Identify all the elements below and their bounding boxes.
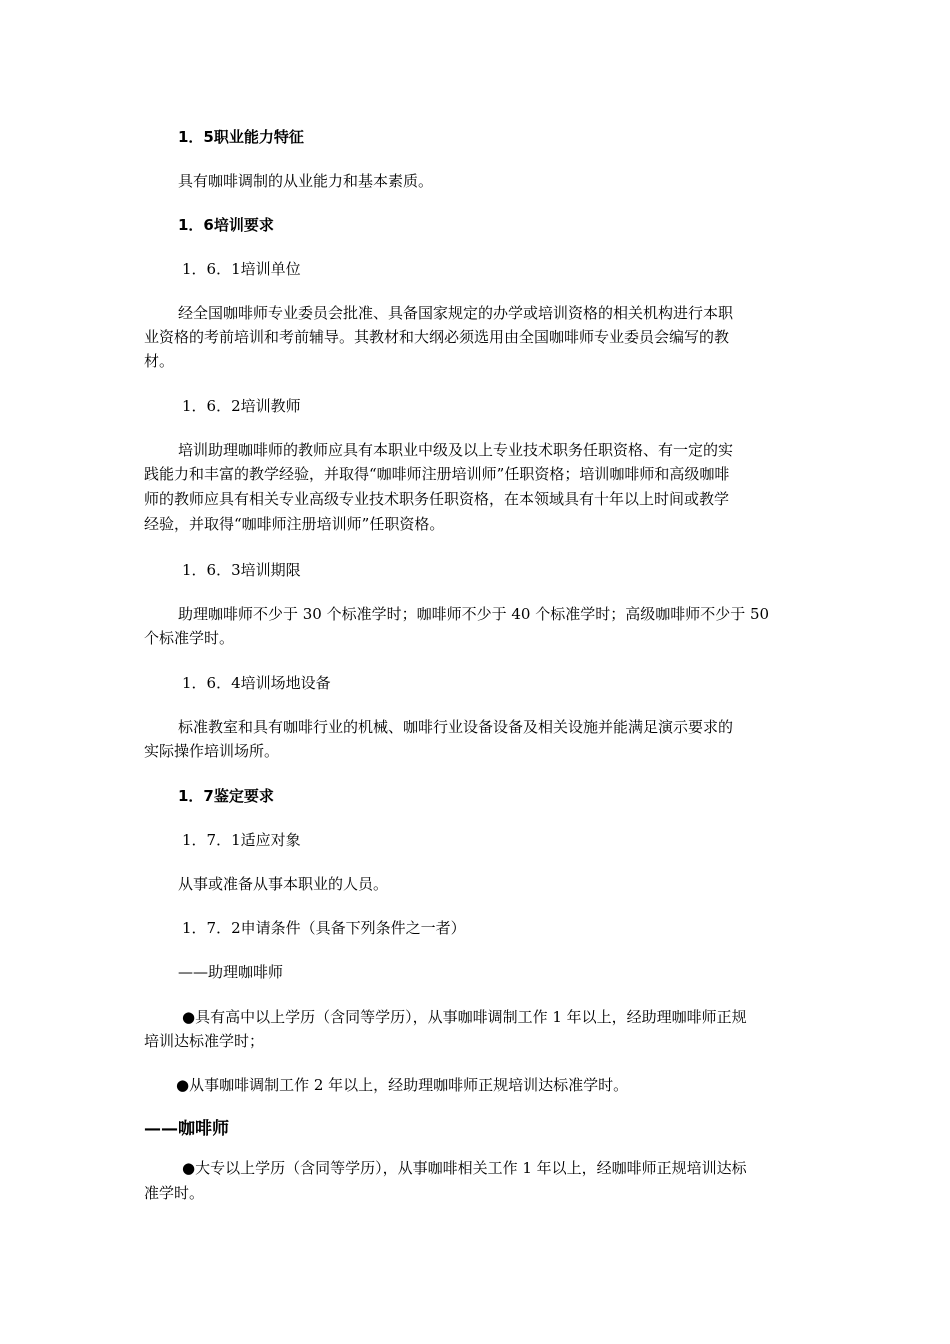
assistant-item-1-line-2: 培训达标准学时； [144,1032,265,1050]
barista-heading: ——咖啡师 [144,1119,229,1139]
paragraph-1-6-3-line-1: 助理咖啡师不少于 30 个标准学时；咖啡师不少于 40 个标准学时；高级咖啡师不少于 50 [178,605,770,623]
paragraph-1-6-1-line-2: 业资格的考前培训和考前辅导。其教材和大纲必须选用由全国咖啡师专业委员会编写的教 [144,328,730,346]
paragraph-1-6-2-line-2: 践能力和丰富的教学经验，并取得“咖啡师注册培训师”任职资格；培训咖啡师和高级咖啡 [144,465,730,483]
paragraph-1-5: 具有咖啡调制的从业能力和基本素质。 [178,172,434,190]
subsection-heading-1-7-1: 1．7．1适应对象 [182,831,301,849]
assistant-item-1-line-1: ●具有高中以上学历（含同等学历），从事咖啡调制工作 1 年以上，经助理咖啡师正规 [182,1008,747,1026]
paragraph-1-6-4-line-1: 标准教室和具有咖啡行业的机械、咖啡行业设备设备及相关设施并能满足演示要求的 [178,718,734,736]
barista-item-1-line-1: ●大专以上学历（含同等学历），从事咖啡相关工作 1 年以上，经咖啡师正规培训达标 [182,1159,747,1177]
paragraph-1-6-2-line-3: 师的教师应具有相关专业高级专业技术职务任职资格，在本领域具有十年以上时间或教学 [144,490,730,508]
paragraph-1-7-1: 从事或准备从事本职业的人员。 [178,875,389,893]
paragraph-1-6-1-line-1: 经全国咖啡师专业委员会批准、具备国家规定的办学或培训资格的相关机构进行本职 [178,304,734,322]
barista-item-1-line-2: 准学时。 [144,1184,205,1202]
subsection-heading-1-6-1: 1．6．1培训单位 [182,260,301,278]
assistant-barista-heading: ——助理咖啡师 [178,963,284,981]
subsection-heading-1-6-3: 1．6．3培训期限 [182,561,301,579]
assistant-item-2: ●从事咖啡调制工作 2 年以上，经助理咖啡师正规培训达标准学时。 [176,1076,629,1094]
section-heading-1-5: 1．5职业能力特征 [178,128,304,146]
section-heading-1-7: 1．7鉴定要求 [178,787,274,805]
paragraph-1-6-2-line-4: 经验，并取得“咖啡师注册培训师”任职资格。 [144,515,445,533]
section-heading-1-6: 1．6培训要求 [178,216,274,234]
subsection-heading-1-6-4: 1．6．4培训场地设备 [182,674,331,692]
paragraph-1-6-4-line-2: 实际操作培训场所。 [144,742,280,760]
paragraph-1-6-3-line-2: 个标准学时。 [144,629,235,647]
subsection-heading-1-7-2: 1．7．2申请条件（具备下列条件之一者） [182,919,466,937]
paragraph-1-6-2-line-1: 培训助理咖啡师的教师应具有本职业中级及以上专业技术职务任职资格、有一定的实 [178,441,734,459]
subsection-heading-1-6-2: 1．6．2培训教师 [182,397,301,415]
paragraph-1-6-1-line-3: 材。 [144,352,175,370]
